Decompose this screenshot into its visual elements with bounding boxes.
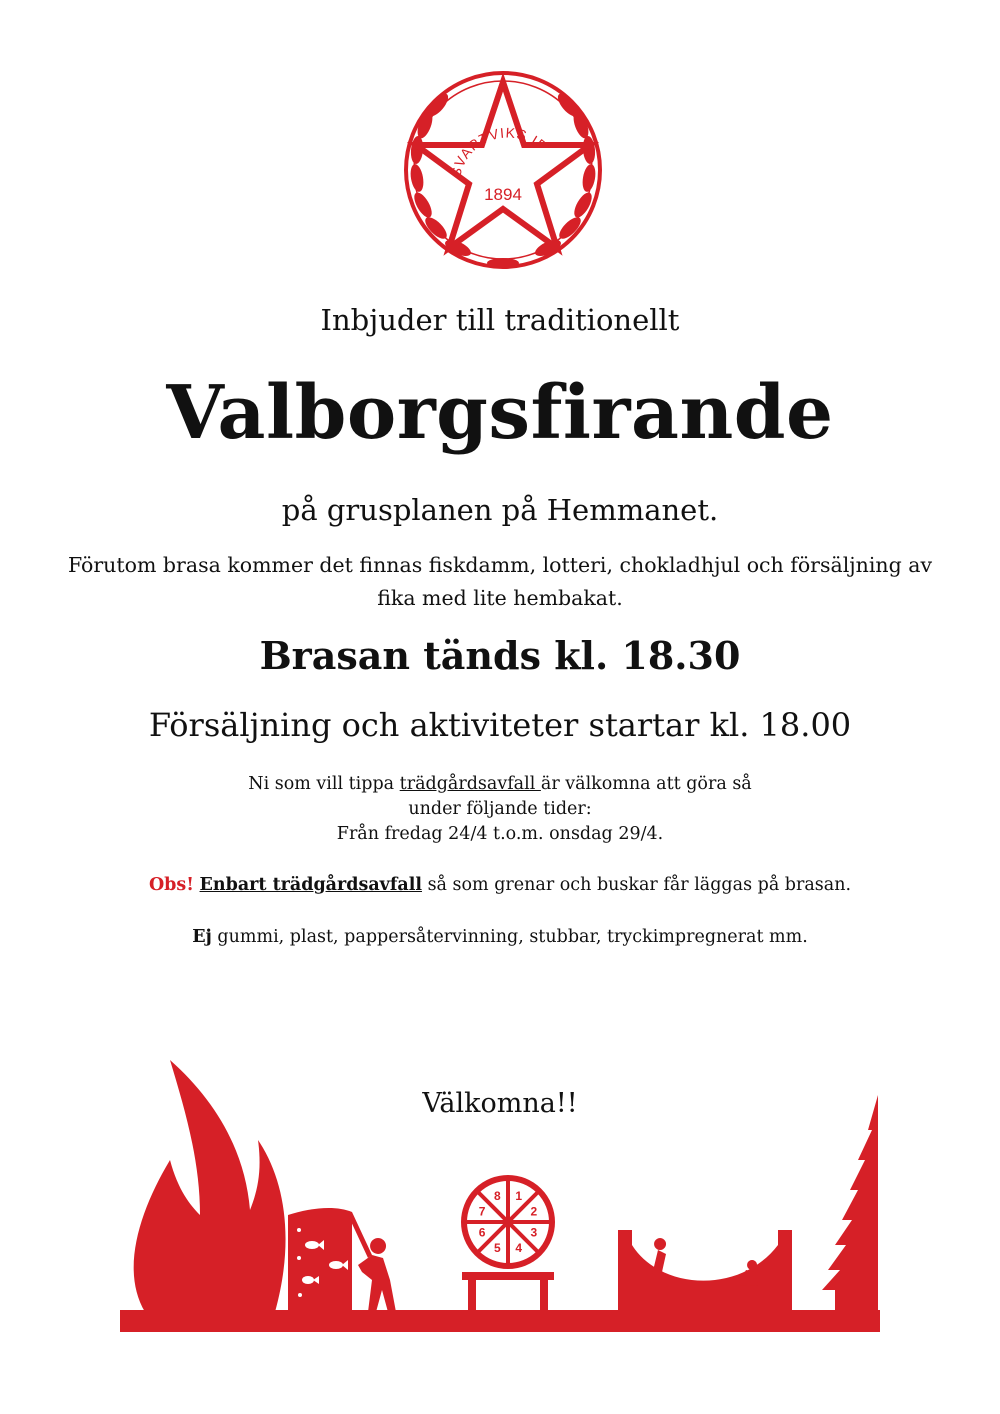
tree-icon: [822, 1095, 878, 1312]
ej-text: gummi, plast, pappersåtervinning, stubbar, tryckimpregnerat mm.: [211, 927, 808, 947]
fishing-pond-icon: [288, 1208, 352, 1312]
person-fishing-icon: [348, 1212, 396, 1312]
obs-notice: [0, 875, 1000, 895]
description-line: Förutom brasa kommer det finnas fiskdamm, lotteri, chokladhjul och försäljning av: [67, 553, 933, 577]
ej-notice: [0, 927, 1000, 947]
bonfire-time: Brasan tänds kl. 18.30: [259, 633, 741, 678]
wheel-number: 2: [530, 1204, 538, 1219]
fire-icon: [134, 1060, 286, 1312]
welcome-text: Välkomna!!: [422, 1088, 578, 1119]
wheel-number: 6: [478, 1225, 486, 1240]
sales-time: Försäljning och aktiviteter startar kl. 18.00: [148, 706, 852, 744]
obs-label: Obs!: [148, 875, 194, 895]
page-title: Valborgsfirande: [166, 370, 834, 456]
ej-label: Ej: [192, 927, 212, 947]
festival-silhouette: [100, 1040, 900, 1340]
garden-text: är välkomna att göra så: [540, 774, 752, 794]
intro-text: Inbjuder till traditionellt: [320, 303, 680, 337]
wheel-number: 5: [493, 1240, 501, 1255]
obs-text: så som grenar och buskar får läggas på brasan.: [422, 875, 852, 895]
garden-text: under följande tider:: [408, 799, 592, 819]
garden-waste-info: [0, 772, 1000, 847]
wheel-number: 7: [478, 1204, 486, 1219]
skater-icon: [738, 1260, 758, 1286]
club-logo: [398, 60, 608, 280]
logo-club-name: SVARTVIKS IF: [447, 124, 551, 179]
garden-text: Ni som vill tippa: [248, 774, 400, 794]
wheel-number: 4: [515, 1240, 523, 1255]
obs-emphasis: Enbart trädgårdsavfall: [199, 875, 422, 895]
garden-dates: Från fredag 24/4 t.o.m. onsdag 29/4.: [336, 824, 664, 844]
skate-ramp-icon: [618, 1230, 792, 1312]
description-line: fika med lite hembakat.: [377, 586, 623, 610]
chocolate-wheel-icon: [464, 1178, 552, 1266]
wheel-number: 3: [530, 1225, 538, 1240]
logo-year: 1894: [484, 185, 522, 204]
wheel-number: 8: [493, 1189, 501, 1204]
location-text: på grusplanen på Hemmanet.: [281, 493, 719, 527]
wheel-table-icon: [462, 1272, 554, 1280]
description: [0, 549, 1000, 615]
garden-waste-term: trädgårdsavfall: [399, 774, 541, 794]
wheel-number: 1: [515, 1189, 523, 1204]
